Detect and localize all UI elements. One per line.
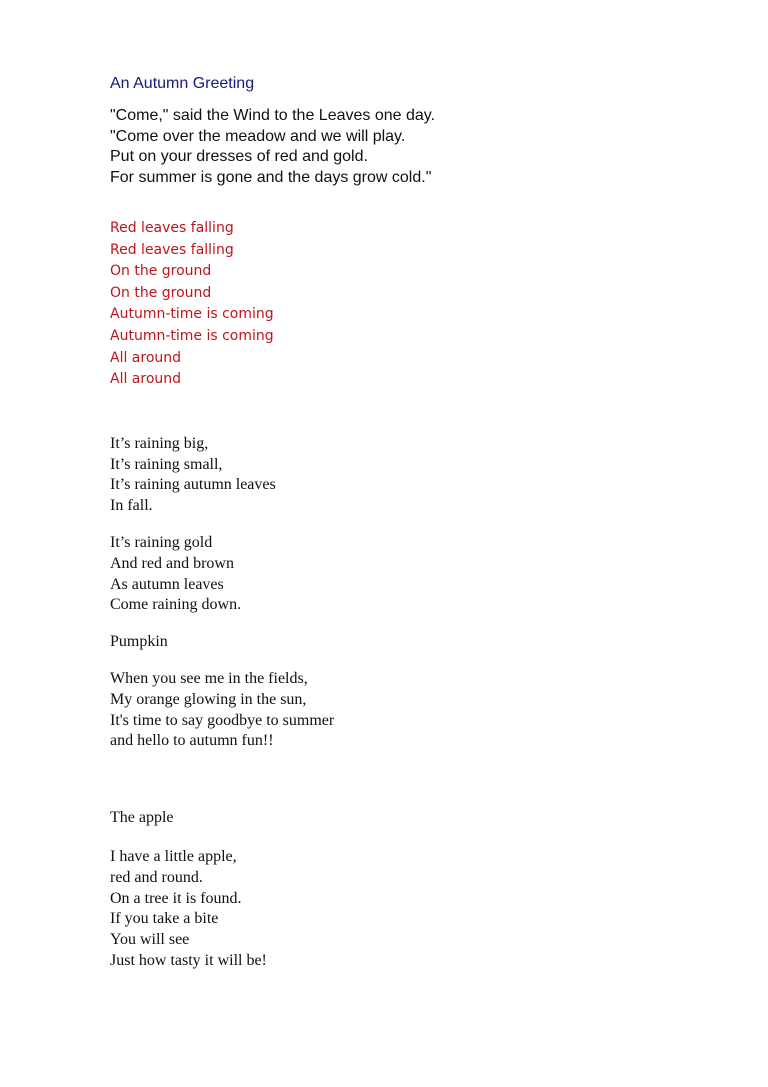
verse-line: If you take a bite — [110, 910, 219, 928]
verse-line: Just how tasty it will be! — [110, 951, 267, 969]
verse-line: Come raining down. — [110, 596, 242, 614]
raining-stanza-2 — [110, 533, 710, 616]
verse-line: For summer is gone and the days grow cold." — [110, 168, 432, 186]
verse-line: On the ground — [110, 263, 212, 280]
verse-line: You will see — [110, 931, 190, 949]
verse-line: It’s raining small, — [110, 455, 223, 473]
autumn-greeting-stanza — [110, 106, 710, 188]
raining-stanza-1 — [110, 434, 710, 517]
apple-stanza — [110, 847, 710, 972]
verse-line: In fall. — [110, 497, 153, 515]
verse-line: Red leaves falling — [110, 241, 234, 258]
verse-line: When you see me in the fields, — [110, 669, 308, 687]
poem-title-pumpkin: Pumpkin — [110, 633, 168, 651]
verse-line: Autumn-time is coming — [110, 306, 274, 323]
verse-line: It's time to say goodbye to summer — [110, 711, 335, 729]
verse-line: Autumn-time is coming — [110, 327, 274, 344]
verse-line: red and round. — [110, 868, 203, 886]
verse-line: It’s raining autumn leaves — [110, 476, 276, 494]
verse-line: It’s raining big, — [110, 434, 209, 452]
verse-line: On a tree it is found. — [110, 889, 242, 907]
red-leaves-stanza — [110, 218, 710, 391]
poem-collection — [110, 73, 710, 972]
verse-line: As autumn leaves — [110, 575, 224, 593]
verse-line: and hello to autumn fun!! — [110, 732, 274, 750]
verse-line: Red leaves falling — [110, 220, 234, 236]
verse-line: All around — [110, 349, 182, 366]
verse-line: My orange glowing in the sun, — [110, 690, 307, 708]
poem-title-autumn-greeting: An Autumn Greeting — [110, 75, 255, 92]
verse-line: "Come," said the Wind to the Leaves one day. — [110, 107, 436, 124]
verse-line: All around — [110, 371, 182, 388]
pumpkin-stanza — [110, 669, 710, 752]
verse-line: On the ground — [110, 284, 212, 301]
verse-line: Put on your dresses of red and gold. — [110, 148, 368, 165]
verse-line: I have a little apple, — [110, 847, 237, 865]
verse-line: And red and brown — [110, 554, 234, 572]
verse-line: "Come over the meadow and we will play. — [110, 127, 406, 145]
poem-title-apple: The apple — [110, 809, 174, 827]
verse-line: It’s raining gold — [110, 533, 213, 551]
